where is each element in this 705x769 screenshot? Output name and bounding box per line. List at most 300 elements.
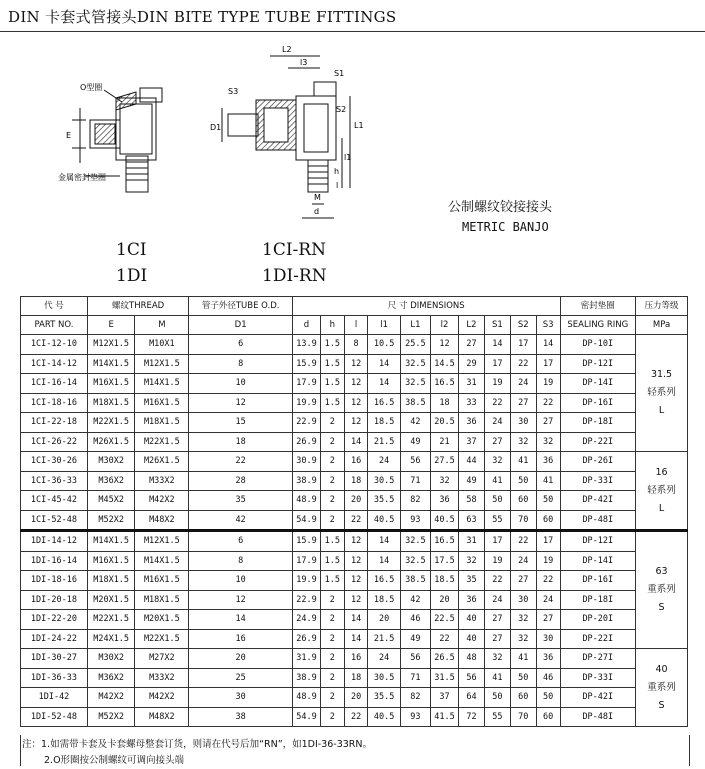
pressure-series: 轻系列	[647, 484, 676, 496]
table-cell: 15.9	[292, 354, 320, 374]
table-cell: 10	[189, 571, 293, 591]
table-cell: 17	[536, 354, 560, 374]
table-cell: 49	[400, 629, 430, 649]
table-cell: 19	[536, 374, 560, 394]
table-cell: 32.5	[400, 374, 430, 394]
table-cell: 17.9	[292, 551, 320, 571]
table-cell: 17	[484, 531, 510, 552]
table-cell: 16.5	[368, 393, 400, 413]
table-cell: 26.5	[431, 649, 459, 669]
table-cell: 46	[536, 668, 560, 688]
table-cell: 15	[189, 413, 293, 433]
table-cell: 48.9	[292, 688, 320, 708]
table-cell: 22.9	[292, 413, 320, 433]
table-cell: 8	[189, 354, 293, 374]
table-cell: 42	[189, 510, 293, 531]
header-thread: 螺纹THREAD	[87, 297, 188, 316]
table-cell: 55	[484, 510, 510, 531]
table-cell: 20	[344, 688, 368, 708]
d1-label: D1	[210, 123, 222, 132]
table-cell: 22	[344, 707, 368, 727]
table-cell: 54.9	[292, 510, 320, 531]
table-cell: 30.5	[368, 471, 400, 491]
table-cell: 54.9	[292, 707, 320, 727]
table-cell: 32	[510, 432, 536, 452]
table-cell: 14	[484, 335, 510, 355]
small-l-label: l	[336, 181, 339, 190]
d-label: d	[314, 207, 320, 216]
table-cell: 1DI-36-33	[21, 668, 88, 688]
table-cell: 1CI-14-12	[21, 354, 88, 374]
table-cell: 31.9	[292, 649, 320, 669]
table-cell: 63	[459, 510, 485, 531]
table-cell: 70	[510, 510, 536, 531]
table-cell: 1DI-42	[21, 688, 88, 708]
s2-label: S2	[336, 105, 347, 114]
table-cell: DP-14I	[560, 551, 636, 571]
table-cell: 41	[536, 471, 560, 491]
table-cell: 33	[459, 393, 485, 413]
header-l1: l1	[368, 316, 400, 335]
table-cell: 28	[189, 471, 293, 491]
table-cell: 12	[344, 590, 368, 610]
pressure-cell	[636, 531, 688, 649]
table-cell: 60	[510, 688, 536, 708]
table-cell: 49	[400, 432, 430, 452]
big-l1-label: L1	[354, 121, 364, 130]
table-cell: 17	[510, 335, 536, 355]
header-m: M	[135, 316, 189, 335]
table-cell: 18.5	[368, 413, 400, 433]
right-fitting	[222, 56, 350, 218]
table-cell: M14X1.5	[135, 374, 189, 394]
h-label: h	[334, 167, 340, 176]
m-label: M	[314, 193, 321, 202]
table-cell: M16X1.5	[135, 393, 189, 413]
table-cell: 41	[510, 649, 536, 669]
table-cell: 42	[400, 590, 430, 610]
header-l: l	[344, 316, 368, 335]
pressure-code: L	[658, 405, 665, 416]
table-cell: 19	[536, 551, 560, 571]
table-cell: 1DI-20-18	[21, 590, 88, 610]
table-cell: DP-26I	[560, 452, 636, 472]
table-cell: M18X1.5	[135, 590, 189, 610]
table-cell: 16.5	[431, 531, 459, 552]
table-cell: M52X2	[87, 707, 134, 727]
header-s3: S3	[536, 316, 560, 335]
pressure-value: 40	[655, 663, 668, 675]
table-cell: M36X2	[87, 668, 134, 688]
banjo-title-en: METRIC BANJO	[462, 220, 549, 234]
table-cell: DP-27I	[560, 649, 636, 669]
table-cell: 41.5	[431, 707, 459, 727]
table-cell: 31	[459, 531, 485, 552]
table-cell: 21.5	[368, 432, 400, 452]
table-cell: 22	[431, 629, 459, 649]
table-cell: 2	[320, 668, 344, 688]
table-cell: 41	[484, 471, 510, 491]
table-cell: M16X1.5	[87, 374, 134, 394]
table-cell: 2	[320, 629, 344, 649]
table-cell: 36	[459, 590, 485, 610]
table-cell: 22	[536, 393, 560, 413]
note-2: 2.O形圈按公制螺纹可调向接头端	[44, 755, 185, 766]
table-cell: DP-18I	[560, 413, 636, 433]
table-cell: 35.5	[368, 688, 400, 708]
table-cell: 70	[510, 707, 536, 727]
table-cell: 41	[484, 668, 510, 688]
header-mpa: MPa	[636, 316, 688, 335]
table-cell: M42X2	[135, 491, 189, 511]
table-cell: 10	[189, 374, 293, 394]
table-cell: 32	[484, 452, 510, 472]
table-row	[21, 629, 688, 649]
header-dimensions: 尺 寸 DIMENSIONS	[292, 297, 560, 316]
table-cell: 38.5	[400, 571, 430, 591]
table-cell: 13.9	[292, 335, 320, 355]
table-cell: 36	[431, 491, 459, 511]
table-cell: 22.5	[431, 610, 459, 630]
banjo-title-cn: 公制螺纹铰接接头	[448, 200, 553, 215]
table-cell: M12X1.5	[135, 354, 189, 374]
table-cell: 60	[510, 491, 536, 511]
table-cell: M14X1.5	[87, 354, 134, 374]
table-cell: 56	[400, 452, 430, 472]
table-cell: M20X1.5	[135, 610, 189, 630]
table-cell: M12X1.5	[135, 531, 189, 552]
pressure-series: 轻系列	[647, 387, 676, 398]
pressure-code: S	[658, 699, 665, 711]
spec-table	[20, 296, 688, 727]
table-cell: 12	[344, 393, 368, 413]
model-1di-rn: 1DI-RN	[262, 266, 327, 286]
table-cell: M33X2	[135, 668, 189, 688]
table-cell: 1CI-36-33	[21, 471, 88, 491]
table-cell: 31.5	[431, 668, 459, 688]
table-cell: 41	[510, 452, 536, 472]
table-cell: 22.9	[292, 590, 320, 610]
table-cell: 19.9	[292, 571, 320, 591]
table-cell: 14	[368, 354, 400, 374]
table-cell: 60	[536, 707, 560, 727]
table-cell: 2	[320, 432, 344, 452]
table-row	[21, 531, 688, 552]
table-cell: 71	[400, 471, 430, 491]
table-cell: 30	[510, 413, 536, 433]
pressure-value: 63	[655, 566, 668, 577]
table-cell: 50	[510, 668, 536, 688]
table-cell: 1CI-18-16	[21, 393, 88, 413]
table-cell: 37	[431, 688, 459, 708]
table-cell: 19.9	[292, 393, 320, 413]
table-cell: 12	[344, 531, 368, 552]
table-cell: 32	[484, 649, 510, 669]
table-cell: 14	[368, 531, 400, 552]
table-cell: 25	[189, 668, 293, 688]
table-cell: 1CI-26-22	[21, 432, 88, 452]
table-cell: 12	[344, 354, 368, 374]
table-cell: M18X1.5	[135, 413, 189, 433]
header-part-no: PART NO.	[21, 316, 88, 335]
table-cell: 32	[459, 551, 485, 571]
table-row	[21, 649, 688, 669]
table-cell: 40.5	[368, 510, 400, 531]
table-cell: 18.5	[431, 571, 459, 591]
table-cell: 50	[484, 491, 510, 511]
s1-label: S1	[334, 69, 345, 78]
table-cell: 17.5	[431, 551, 459, 571]
table-cell: 24	[510, 374, 536, 394]
table-cell: 50	[510, 471, 536, 491]
table-cell: M48X2	[135, 510, 189, 531]
header-sealing-en: SEALING RING	[560, 316, 636, 335]
table-cell: 12	[431, 335, 459, 355]
table-cell: 22	[536, 571, 560, 591]
pressure-cell	[636, 335, 688, 452]
table-row	[21, 610, 688, 630]
table-cell: DP-14I	[560, 374, 636, 394]
table-cell: 8	[189, 551, 293, 571]
table-cell: 22	[344, 510, 368, 531]
table-cell: 35	[189, 491, 293, 511]
table-cell: 36	[459, 413, 485, 433]
table-cell: 24.9	[292, 610, 320, 630]
table-cell: 50	[536, 688, 560, 708]
table-cell: 2	[320, 590, 344, 610]
header-code: 代 号	[21, 297, 88, 316]
table-cell: 24	[484, 590, 510, 610]
table-cell: 27	[484, 432, 510, 452]
table-cell: 1.5	[320, 335, 344, 355]
table-cell: M36X2	[87, 471, 134, 491]
table-cell: 32.5	[400, 551, 430, 571]
table-cell: 1CI-30-26	[21, 452, 88, 472]
header-s1: S1	[484, 316, 510, 335]
table-cell: 72	[459, 707, 485, 727]
table-cell: 2	[320, 510, 344, 531]
table-cell: 46	[400, 610, 430, 630]
table-cell: 14	[344, 432, 368, 452]
header-s2: S2	[510, 316, 536, 335]
table-cell: 20.5	[431, 413, 459, 433]
table-cell: M33X2	[135, 471, 189, 491]
pressure-series: 重系列	[647, 584, 676, 595]
table-cell: 24	[536, 590, 560, 610]
table-cell: M10X1	[135, 335, 189, 355]
table-cell: 1.5	[320, 374, 344, 394]
table-cell: 2	[320, 649, 344, 669]
table-cell: 2	[320, 452, 344, 472]
table-cell: 20	[344, 491, 368, 511]
header-big-l1: L1	[400, 316, 430, 335]
small-l1-label: l1	[344, 153, 352, 162]
table-cell: 40.5	[431, 510, 459, 531]
table-cell: M42X2	[87, 688, 134, 708]
table-cell: 20	[368, 610, 400, 630]
header-e: E	[87, 316, 134, 335]
table-cell: 55	[484, 707, 510, 727]
table-cell: M42X2	[135, 688, 189, 708]
table-cell: 1DI-18-16	[21, 571, 88, 591]
table-cell: 1DI-16-14	[21, 551, 88, 571]
table-row	[21, 668, 688, 688]
table-cell: 27	[536, 413, 560, 433]
table-cell: DP-16I	[560, 393, 636, 413]
table-cell: M52X2	[87, 510, 134, 531]
table-cell: 40	[459, 629, 485, 649]
header-sealing-cn: 密封垫圈	[560, 297, 636, 316]
table-row	[21, 393, 688, 413]
table-cell: 14	[189, 610, 293, 630]
table-cell: M16X1.5	[87, 551, 134, 571]
table-cell: M20X1.5	[87, 590, 134, 610]
table-cell: 1.5	[320, 531, 344, 552]
table-cell: 22	[189, 452, 293, 472]
title-rule	[0, 31, 705, 32]
table-cell: 29	[459, 354, 485, 374]
table-cell: 38	[189, 707, 293, 727]
table-row	[21, 590, 688, 610]
table-cell: 17.9	[292, 374, 320, 394]
table-cell: 71	[400, 668, 430, 688]
pressure-cell	[636, 649, 688, 727]
model-1ci: 1CI	[116, 240, 147, 260]
table-cell: 21.5	[368, 629, 400, 649]
table-row	[21, 354, 688, 374]
table-cell: 15.9	[292, 531, 320, 552]
table-cell: 32	[510, 610, 536, 630]
seal-label: 金属密封垫圈	[58, 173, 106, 182]
table-cell: 1CI-22-18	[21, 413, 88, 433]
table-cell: 16.5	[431, 374, 459, 394]
table-cell: 1.5	[320, 354, 344, 374]
table-cell: 24	[368, 649, 400, 669]
table-cell: 93	[400, 707, 430, 727]
table-cell: 2	[320, 688, 344, 708]
table-row	[21, 335, 688, 355]
table-cell: 30	[189, 688, 293, 708]
table-cell: 17	[484, 354, 510, 374]
table-cell: M30X2	[87, 452, 134, 472]
header-l2: l2	[431, 316, 459, 335]
header-pressure-cn: 压力等级	[636, 297, 688, 316]
table-cell: 36	[536, 649, 560, 669]
table-cell: M22X1.5	[87, 413, 134, 433]
table-cell: 14	[368, 551, 400, 571]
table-cell: 8	[344, 335, 368, 355]
table-cell: M14X1.5	[135, 551, 189, 571]
table-row	[21, 491, 688, 511]
table-cell: 32.5	[400, 354, 430, 374]
table-cell: 14	[344, 610, 368, 630]
table-cell: 1DI-14-12	[21, 531, 88, 552]
table-cell: 16	[344, 649, 368, 669]
table-cell: 2	[320, 610, 344, 630]
table-cell: 27.5	[431, 452, 459, 472]
table-cell: 18	[344, 668, 368, 688]
o-ring-label: O型圈	[80, 83, 103, 92]
table-cell: 1.5	[320, 393, 344, 413]
table-cell: 1DI-30-27	[21, 649, 88, 669]
table-cell: 19	[484, 551, 510, 571]
table-cell: 64	[459, 688, 485, 708]
table-cell: 48.9	[292, 491, 320, 511]
table-cell: 16	[189, 629, 293, 649]
table-cell: 14	[368, 374, 400, 394]
table-cell: 10.5	[368, 335, 400, 355]
table-cell: 18	[344, 471, 368, 491]
table-cell: DP-48I	[560, 510, 636, 531]
table-cell: 18	[431, 393, 459, 413]
s3-label: S3	[228, 87, 239, 96]
table-cell: 22	[510, 531, 536, 552]
table-cell: 40	[459, 610, 485, 630]
pressure-value: 31.5	[650, 369, 673, 380]
table-cell: 22	[510, 354, 536, 374]
table-cell: 20	[189, 649, 293, 669]
table-cell: 32	[510, 629, 536, 649]
table-cell: 38.9	[292, 668, 320, 688]
table-cell: 14	[344, 629, 368, 649]
table-cell: M22X1.5	[87, 610, 134, 630]
table-row	[21, 571, 688, 591]
table-cell: 48	[459, 649, 485, 669]
table-cell: 21	[431, 432, 459, 452]
table-cell: 50	[536, 491, 560, 511]
table-row	[21, 471, 688, 491]
table-row	[21, 688, 688, 708]
table-cell: 44	[459, 452, 485, 472]
fitting-drawing	[50, 38, 380, 228]
table-cell: 1.5	[320, 571, 344, 591]
table-cell: 56	[400, 649, 430, 669]
header-tube-od: 管子外径TUBE O.D.	[189, 297, 293, 316]
table-cell: 1DI-24-22	[21, 629, 88, 649]
l3-label: l3	[300, 58, 308, 67]
table-cell: DP-10I	[560, 335, 636, 355]
notes	[22, 737, 372, 769]
table-cell: 12	[189, 393, 293, 413]
model-1ci-rn: 1CI-RN	[262, 240, 326, 260]
table-cell: 6	[189, 335, 293, 355]
table-cell: 16.5	[368, 571, 400, 591]
table-cell: 16	[344, 452, 368, 472]
table-cell: 38.9	[292, 471, 320, 491]
table-cell: 30.5	[368, 668, 400, 688]
table-cell: 35.5	[368, 491, 400, 511]
table-cell: 1CI-45-42	[21, 491, 88, 511]
table-cell: 30	[536, 629, 560, 649]
table-cell: 30	[510, 590, 536, 610]
table-cell: DP-16I	[560, 571, 636, 591]
table-cell: 50	[484, 688, 510, 708]
table-cell: 12	[344, 413, 368, 433]
pressure-code: S	[658, 602, 665, 613]
table-cell: 27	[484, 629, 510, 649]
table-cell: 31	[459, 374, 485, 394]
table-cell: 27	[484, 610, 510, 630]
table-cell: 12	[189, 590, 293, 610]
table-row	[21, 510, 688, 531]
pressure-code: L	[658, 502, 665, 514]
table-cell: 42	[400, 413, 430, 433]
table-cell: 56	[459, 668, 485, 688]
table-cell: 1DI-52-48	[21, 707, 88, 727]
table-cell: 1CI-12-10	[21, 335, 88, 355]
table-row	[21, 374, 688, 394]
note-1: 注：1.如需带卡套及卡套螺母整套订货，则请在代号后加“RN”，如1DI-36-33RN。	[22, 739, 373, 750]
